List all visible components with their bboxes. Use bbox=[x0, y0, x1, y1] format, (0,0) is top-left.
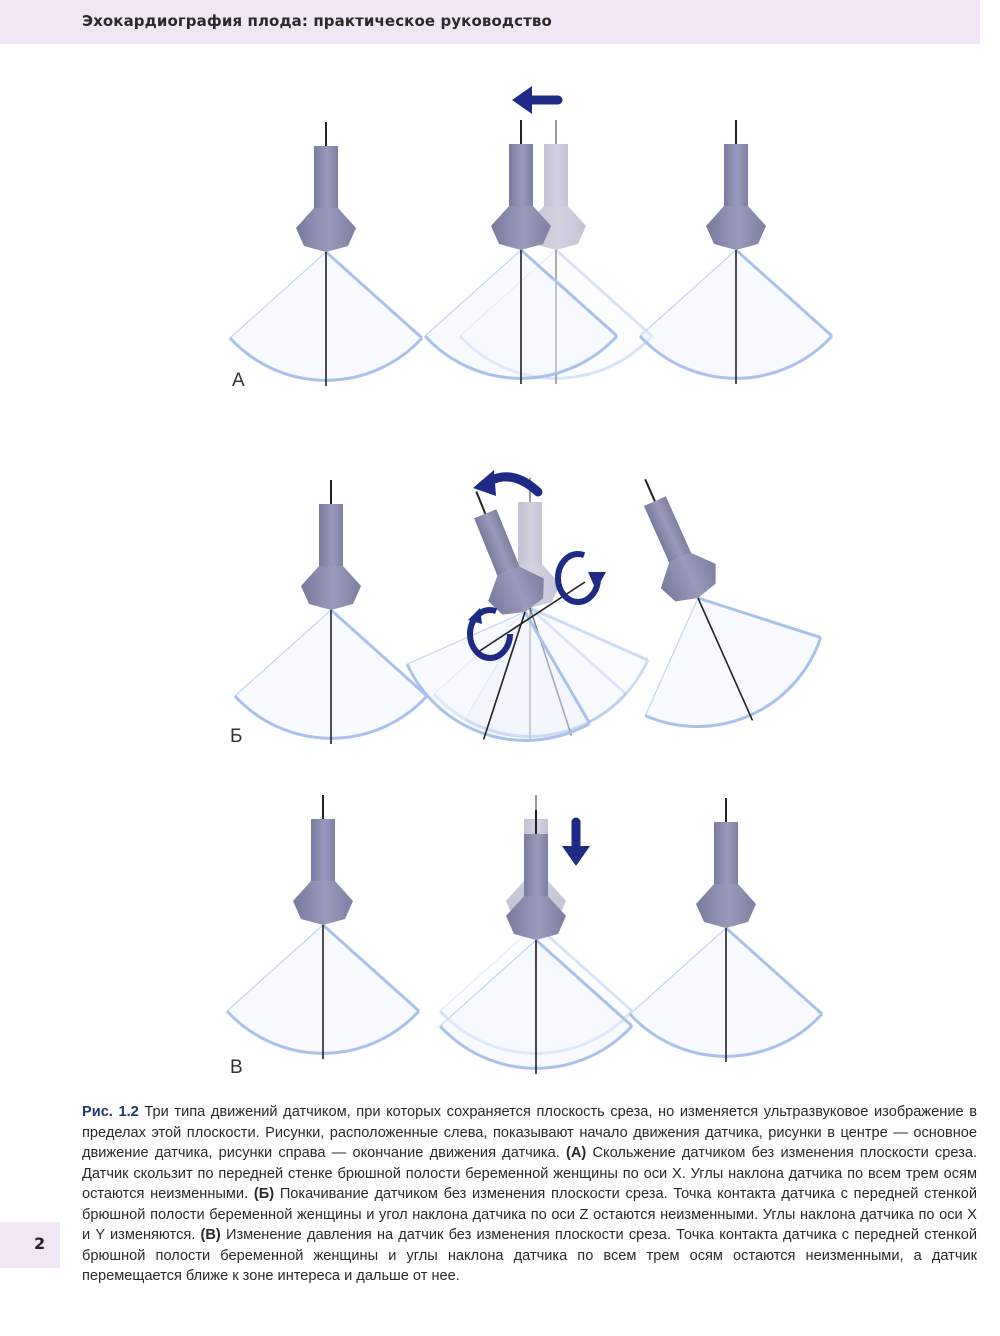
rotate-arrow-icon bbox=[473, 470, 538, 496]
caption-text-v: Изменение давления на датчик без изменения плоскости среза. Точка контакта датчика с передней стенкой брюшной полости беременной женщины и углы наклона датчика по всем трем осям остаются неизменными, а датчик перемещается ближе к зоне интереса и дальше от нее. bbox=[82, 1227, 978, 1284]
panel-v-start bbox=[227, 795, 419, 1059]
panel-a-end bbox=[640, 120, 832, 384]
page-number-box bbox=[0, 1222, 60, 1268]
rotate-circle-icon bbox=[558, 554, 606, 602]
figure-caption bbox=[82, 1102, 977, 1287]
page-number: 2 bbox=[34, 1234, 46, 1253]
panel-label-a: А bbox=[232, 370, 245, 391]
panel-label-b: Б bbox=[230, 726, 243, 747]
caption-figure-ref: Рис. 1.2 bbox=[82, 1104, 139, 1120]
panel-a-start bbox=[230, 122, 422, 386]
panel-b-start bbox=[235, 480, 427, 744]
caption-text-b: Покачивание датчиком без изменения плоскости среза. Точка контакта датчика с передней стенкой брюшной полости беременной женщины и угол наклона датчика по оси Z остаются неизменными. Углы наклона датчика по оси X и Y изменяются. bbox=[82, 1186, 977, 1243]
header-title: Эхокардиография плода: практическое руководство bbox=[82, 12, 552, 30]
caption-tag-b: (Б) bbox=[253, 1186, 275, 1202]
panel-b-middle bbox=[392, 478, 662, 769]
arrow-left-icon bbox=[512, 86, 558, 114]
panel-a-middle bbox=[425, 120, 652, 384]
panel-label-v: В bbox=[230, 1057, 243, 1078]
caption-intro: Три типа движений датчиком, при которых сохраняется плоскость среза, но изменяется ультразвуковое изображение в пределах этой плоскости. Рисунки, расположенные слева, показывают начало движения датчика, рисунки в центре — основное движение датчика, рисунки справа — окончание движения датчика. bbox=[82, 1104, 978, 1161]
panel-b-end bbox=[610, 467, 840, 759]
caption-text-a: Скольжение датчиком без изменения плоскости среза. Датчик скользит по передней стенке брюшной полости беременной женщины по оси X. Углы наклона датчика по всем трем осям остаются неизменными. bbox=[82, 1145, 977, 1202]
arrow-down-icon bbox=[562, 822, 590, 866]
caption-tag-v: (В) bbox=[200, 1227, 221, 1243]
panel-v-end bbox=[630, 798, 822, 1062]
panel-v-middle bbox=[440, 795, 632, 1074]
caption-tag-a: (А) bbox=[566, 1145, 587, 1161]
